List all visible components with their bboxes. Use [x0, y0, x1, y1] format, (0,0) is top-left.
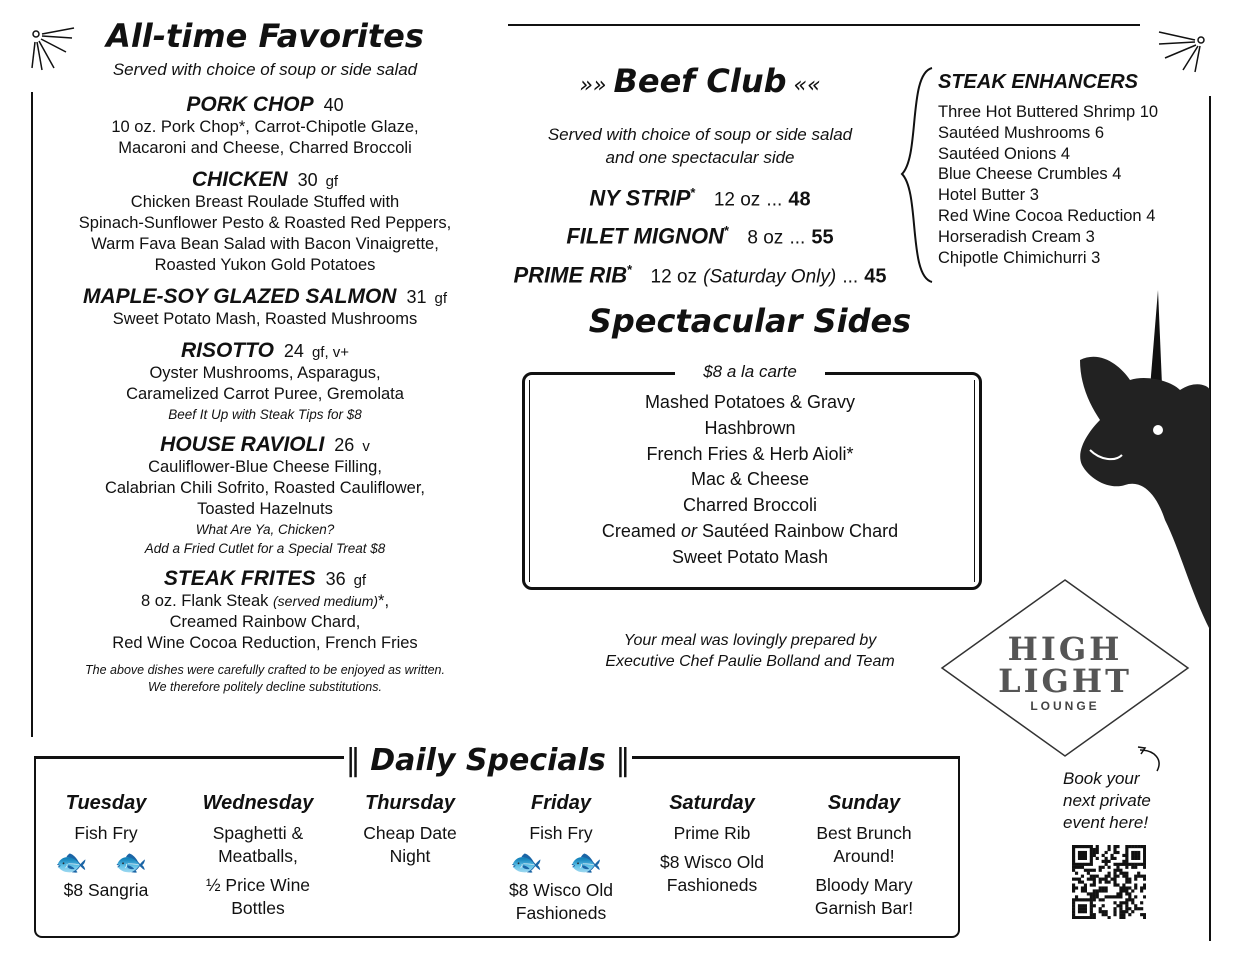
specials-top-line-left: [34, 756, 344, 759]
cut-price: 48: [788, 188, 811, 211]
enhancer-item: Red Wine Cocoa Reduction 4: [938, 206, 1156, 225]
item-desc: Calabrian Chili Sofrito, Roasted Cauliflower,: [104, 479, 426, 497]
special-line: Bloody Mary: [815, 875, 913, 895]
brace-icon: [898, 66, 938, 286]
item-desc: Spinach-Sunflower Pesto & Roasted Red Peppers,: [78, 214, 452, 232]
special-line: Bottles: [231, 898, 285, 918]
special-thursday: [335, 790, 485, 868]
item-desc: Chicken Breast Roulade Stuffed with: [130, 193, 400, 211]
fish-icon: 🐟 🐟: [55, 847, 157, 877]
special-line: Fish Fry: [74, 823, 138, 843]
item-desc: Sweet Potato Mash, Roasted Mushrooms: [112, 310, 418, 328]
frame-top-line: [508, 24, 1140, 26]
enhancer-item: Blue Cheese Crumbles 4: [938, 165, 1122, 184]
special-line: $8 Wisco Old: [508, 880, 614, 900]
special-line: Fish Fry: [529, 823, 593, 843]
item-name: RISOTTO: [180, 339, 274, 362]
dots: ...: [789, 227, 806, 249]
beef-club-title: [500, 58, 900, 109]
special-line: Cheap Date: [363, 823, 457, 843]
special-sunday: [789, 790, 939, 920]
disclaimer: The above dishes were carefully crafted to be enjoyed as written.: [85, 663, 445, 677]
item-desc: Cauliflower-Blue Cheese Filling,: [148, 458, 382, 476]
logo-text: HIGH: [1007, 630, 1123, 668]
special-friday: [486, 790, 636, 925]
favorites-subtitle: Served with choice of soup or side salad: [112, 60, 418, 79]
item-name: HOUSE RAVIOLI: [160, 433, 325, 456]
enhancer-item: Sautéed Mushrooms 6: [938, 123, 1105, 142]
arrows-right-icon: »»: [579, 73, 614, 98]
special-line: ½ Price Wine: [205, 875, 311, 895]
item-desc: Roasted Yukon Gold Potatoes: [154, 256, 376, 274]
beef-club-subtitle: and one spectacular side: [605, 148, 795, 167]
enhancers-title: STEAK ENHANCERS: [938, 71, 1139, 93]
title-text: Daily Specials: [370, 743, 606, 778]
item-price: 36: [325, 569, 346, 589]
steak-enhancers-section: [938, 68, 1208, 268]
special-wednesday: [183, 790, 333, 920]
item-desc: [30, 591, 500, 612]
private-event-line: next private: [1063, 791, 1151, 810]
side-item: French Fries & Herb Aioli*: [646, 443, 854, 464]
menu-item-chicken: [30, 167, 500, 276]
favorites-title: All-time Favorites: [106, 17, 424, 55]
item-tags: v: [362, 438, 370, 455]
special-line: Meatballs,: [218, 846, 298, 866]
side-item: [540, 519, 960, 545]
special-line: $8 Wisco Old: [659, 852, 765, 872]
dots: ...: [842, 265, 859, 287]
title-text: Beef Club: [613, 62, 787, 100]
desc-italic: (served medium): [273, 593, 379, 609]
item-name: STEAK FRITES: [163, 567, 316, 590]
specials-title: [344, 740, 632, 782]
logo-text: LOUNGE: [1030, 699, 1100, 713]
cut-size: 8 oz: [747, 227, 784, 249]
chef-note-line: Your meal was lovingly prepared by: [623, 632, 877, 649]
item-note: Beef It Up with Steak Tips for $8: [168, 407, 362, 422]
divider-icon: ‖: [345, 743, 371, 778]
special-line: Fashioneds: [666, 875, 758, 895]
menu-item-ravioli: [30, 432, 500, 558]
sides-price-note: $8 a la carte: [675, 360, 825, 384]
item-tags: gf: [434, 290, 447, 307]
item-tags: gf: [353, 572, 367, 589]
item-tags: gf: [325, 173, 339, 190]
cut-name: NY STRIP: [589, 185, 691, 211]
day-name: Sunday: [827, 792, 901, 814]
sides-section: [540, 360, 960, 571]
logo-text: LIGHT: [998, 662, 1132, 700]
fish-icon: 🐟 🐟: [510, 847, 612, 877]
asterisk: *: [627, 261, 633, 277]
special-line: Spaghetti &: [212, 823, 304, 843]
cut-filet-mignon: [500, 215, 900, 253]
special-line: Night: [389, 846, 431, 866]
side-item: Mac & Cheese: [690, 469, 810, 490]
item-desc: Caramelized Carrot Puree, Gremolata: [126, 385, 404, 403]
item-desc: Toasted Hazelnuts: [197, 500, 333, 518]
special-line: Fashioneds: [515, 903, 607, 923]
menu-item-pork-chop: [30, 92, 500, 159]
side-text: Creamed: [601, 520, 681, 541]
item-name: CHICKEN: [191, 168, 288, 191]
side-item: Hashbrown: [704, 417, 796, 438]
private-event-line: Book your: [1063, 769, 1140, 788]
chef-note-line: Executive Chef Paulie Bolland and Team: [605, 653, 895, 670]
item-desc: Creamed Rainbow Chard,: [169, 613, 361, 631]
beef-club-section: [500, 58, 900, 292]
chef-note: [560, 630, 940, 672]
day-name: Saturday: [669, 792, 755, 814]
asterisk: *: [723, 223, 730, 239]
qr-code[interactable]: [1072, 845, 1146, 919]
desc-text: 8 oz. Flank Steak: [140, 592, 274, 610]
special-line: Around!: [833, 846, 895, 866]
cut-name: FILET MIGNON: [566, 223, 724, 249]
day-name: Wednesday: [202, 792, 314, 814]
special-saturday: [637, 790, 787, 897]
item-desc: Red Wine Cocoa Reduction, French Fries: [112, 634, 418, 652]
item-price: 31: [406, 287, 427, 307]
cut-price: 45: [864, 264, 887, 287]
specials-top-line-right: [632, 756, 960, 759]
cut-extra: (Saturday Only): [703, 265, 837, 287]
cut-prime-rib: [500, 254, 900, 292]
item-desc: Oyster Mushrooms, Asparagus,: [149, 364, 381, 382]
enhancer-item: Hotel Butter 3: [938, 186, 1039, 205]
desc-text: *,: [378, 592, 390, 610]
private-event-line: event here!: [1063, 813, 1149, 832]
item-price: 40: [323, 95, 344, 115]
sides-title: Spectacular Sides: [588, 302, 912, 340]
special-line: Best Brunch: [816, 823, 912, 843]
favorites-section: [30, 14, 500, 696]
cut-ny-strip: [500, 177, 900, 215]
side-text: Sautéed Rainbow Chard: [696, 520, 899, 541]
dots: ...: [766, 189, 783, 211]
side-or: or: [680, 520, 697, 541]
day-name: Friday: [530, 792, 592, 814]
enhancer-item: Chipotle Chimichurri 3: [938, 248, 1101, 267]
item-price: 26: [334, 435, 355, 455]
special-line: Garnish Bar!: [814, 898, 914, 918]
item-name: MAPLE-SOY GLAZED SALMON: [83, 285, 397, 308]
special-tuesday: [31, 790, 181, 902]
item-note: What Are Ya, Chicken?: [195, 522, 335, 537]
special-line: Prime Rib: [673, 823, 751, 843]
cut-price: 55: [811, 226, 834, 249]
side-item: Sweet Potato Mash: [671, 546, 829, 567]
disclaimer: We therefore politely decline substitutions.: [148, 680, 382, 694]
item-tags: gf, v+: [311, 344, 350, 361]
special-line: $8 Sangria: [63, 880, 149, 900]
private-event-text: [1063, 768, 1151, 834]
item-desc: Macaroni and Cheese, Charred Broccoli: [118, 139, 412, 157]
menu-item-salmon: [30, 284, 500, 330]
side-item: Mashed Potatoes & Gravy: [644, 392, 856, 412]
cut-name: PRIME RIB: [513, 261, 628, 287]
item-price: 24: [283, 341, 304, 361]
menu-item-steak-frites: [30, 566, 500, 654]
divider-icon: ‖: [605, 743, 631, 778]
cut-size: 12 oz: [650, 265, 698, 287]
item-name: PORK CHOP: [186, 93, 314, 116]
beef-club-subtitle: Served with choice of soup or side salad: [547, 125, 853, 144]
sparkle-icon: [1155, 24, 1210, 74]
item-desc: 10 oz. Pork Chop*, Carrot-Chipotle Glaze,: [111, 118, 419, 136]
enhancer-item: Three Hot Buttered Shrimp 10: [938, 103, 1159, 121]
day-name: Tuesday: [65, 792, 147, 814]
highlight-lounge-logo: [940, 578, 1190, 758]
enhancer-item: Horseradish Cream 3: [938, 227, 1095, 246]
enhancer-item: Sautéed Onions 4: [938, 144, 1071, 163]
day-name: Thursday: [364, 792, 456, 814]
asterisk: *: [690, 185, 696, 200]
item-note: Add a Fried Cutlet for a Special Treat $8: [144, 541, 386, 556]
arrows-left-icon: ««: [786, 73, 821, 98]
cut-size: 12 oz: [713, 189, 761, 211]
menu-item-risotto: [30, 338, 500, 424]
side-item: Charred Broccoli: [682, 495, 818, 516]
item-price: 30: [297, 170, 318, 190]
item-desc: Warm Fava Bean Salad with Bacon Vinaigrette,: [91, 235, 439, 253]
